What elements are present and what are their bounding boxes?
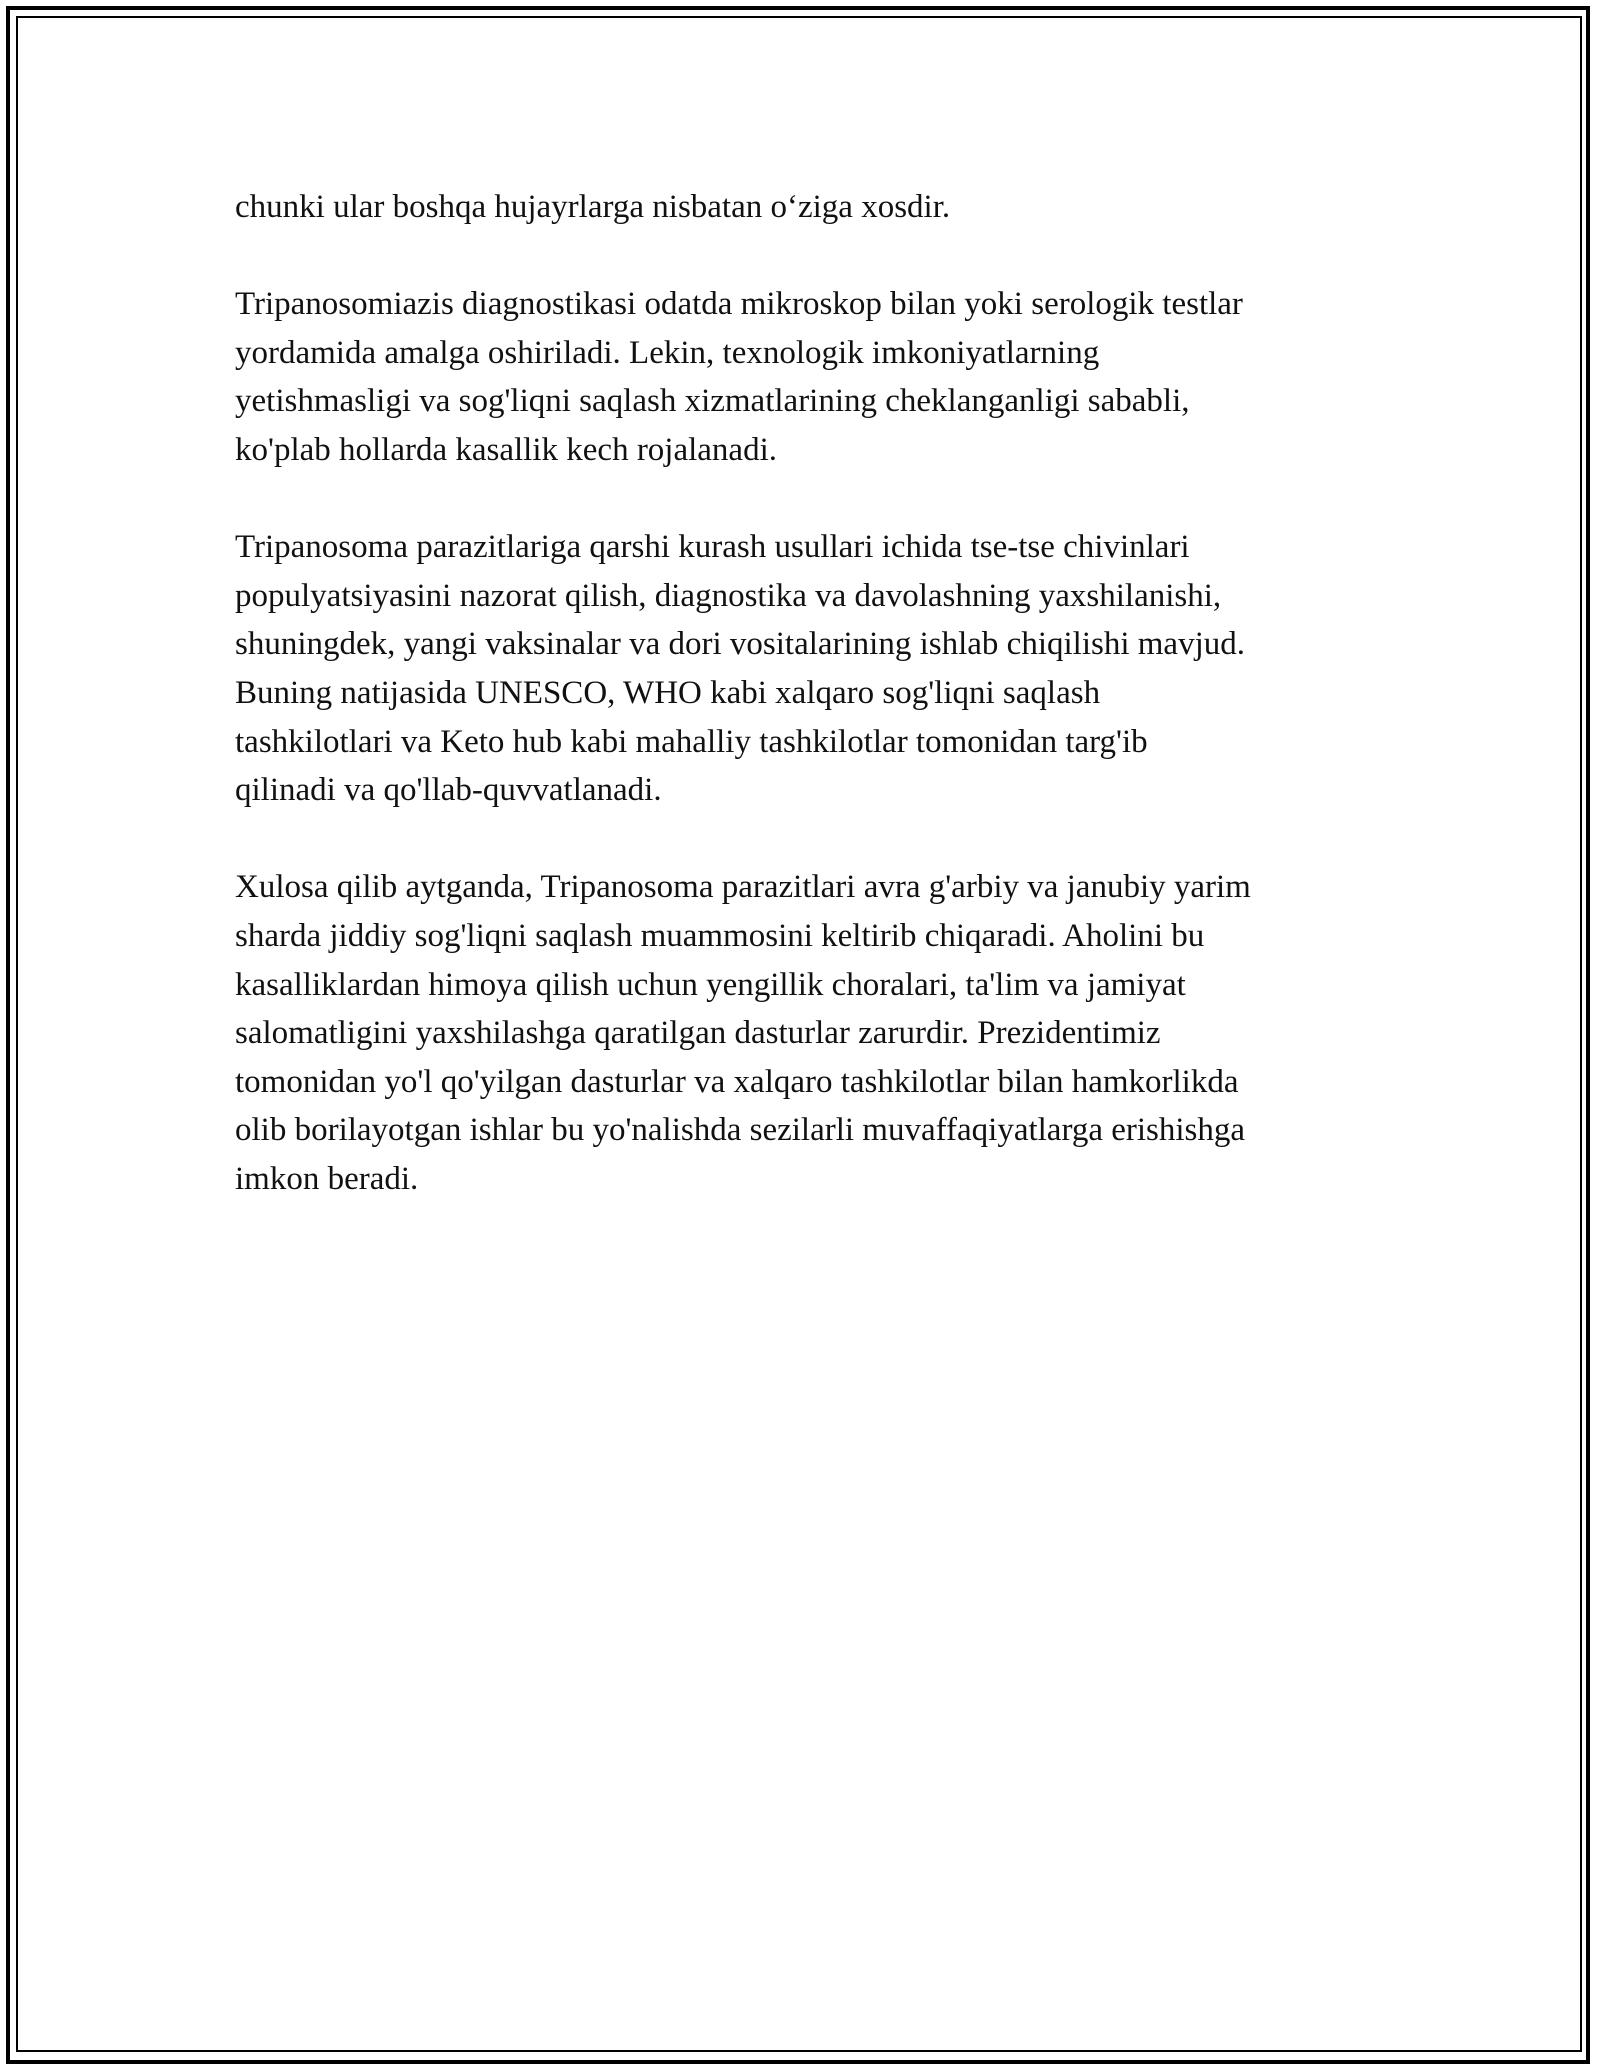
text-line: imkon beradi. — [235, 1160, 419, 1197]
text-line: kasalliklardan himoya qilish uchun yengillik choralari, ta'lim va jamiyat — [235, 966, 1186, 1003]
text-line: shuningdek, yangi vaksinalar va dori vositalarining ishlab chiqilishi mavjud. — [235, 626, 1245, 663]
text-line: salomatligini yaxshilashga qaratilgan dasturlar zarurdir. Prezidentimiz — [235, 1015, 1161, 1052]
text-line: yordamida amalga oshiriladi. Lekin, texnologik imkoniyatlarning — [235, 334, 1100, 371]
document-body — [235, 183, 1395, 1252]
text-line: Buning natijasida UNESCO, WHO kabi xalqaro sog'liqni saqlash — [235, 674, 1101, 711]
text-line: tomonidan yo'l qo'yilgan dasturlar va xalqaro tashkilotlar bilan hamkorlikda — [235, 1063, 1239, 1100]
text-line: ko'plab hollarda kasallik kech rojalanadi. — [235, 431, 778, 468]
text-line: qilinadi va qo'llab-quvvatlanadi. — [235, 772, 662, 809]
text-line: olib borilayotgan ishlar bu yo'nalishda sezilarli muvaffaqiyatlarga erishishga — [235, 1112, 1246, 1149]
paragraph-diagnostics — [235, 280, 1395, 474]
paragraph-conclusion — [235, 863, 1395, 1203]
text-line: populyatsiyasini nazorat qilish, diagnostika va davolashning yaxshilanishi, — [235, 577, 1222, 614]
text-line: Tripanosomiazis diagnostikasi odatda mikroskop bilan yoki serologik testlar — [235, 286, 1243, 323]
text-line: Tripanosoma parazitlariga qarshi kurash usullari ichida tse-tse chivinlari — [235, 529, 1190, 566]
paragraph-control-methods — [235, 523, 1395, 815]
text-line: Xulosa qilib aytganda, Tripanosoma parazitlari avra g'arbiy va janubiy yarim — [235, 869, 1251, 906]
text-line: yetishmasligi va sog'liqni saqlash xizmatlarining cheklanganligi sababli, — [235, 383, 1190, 420]
text-line: tashkilotlari va Keto hub kabi mahalliy tashkilotlar tomonidan targ'ib — [235, 723, 1148, 760]
text-line: sharda jiddiy sog'liqni saqlash muammosini keltirib chiqaradi. Aholini bu — [235, 917, 1205, 954]
text-line: chunki ular boshqa hujayrlarga nisbatan o‘ziga xosdir. — [235, 189, 951, 225]
paragraph-continuation — [235, 183, 1395, 232]
